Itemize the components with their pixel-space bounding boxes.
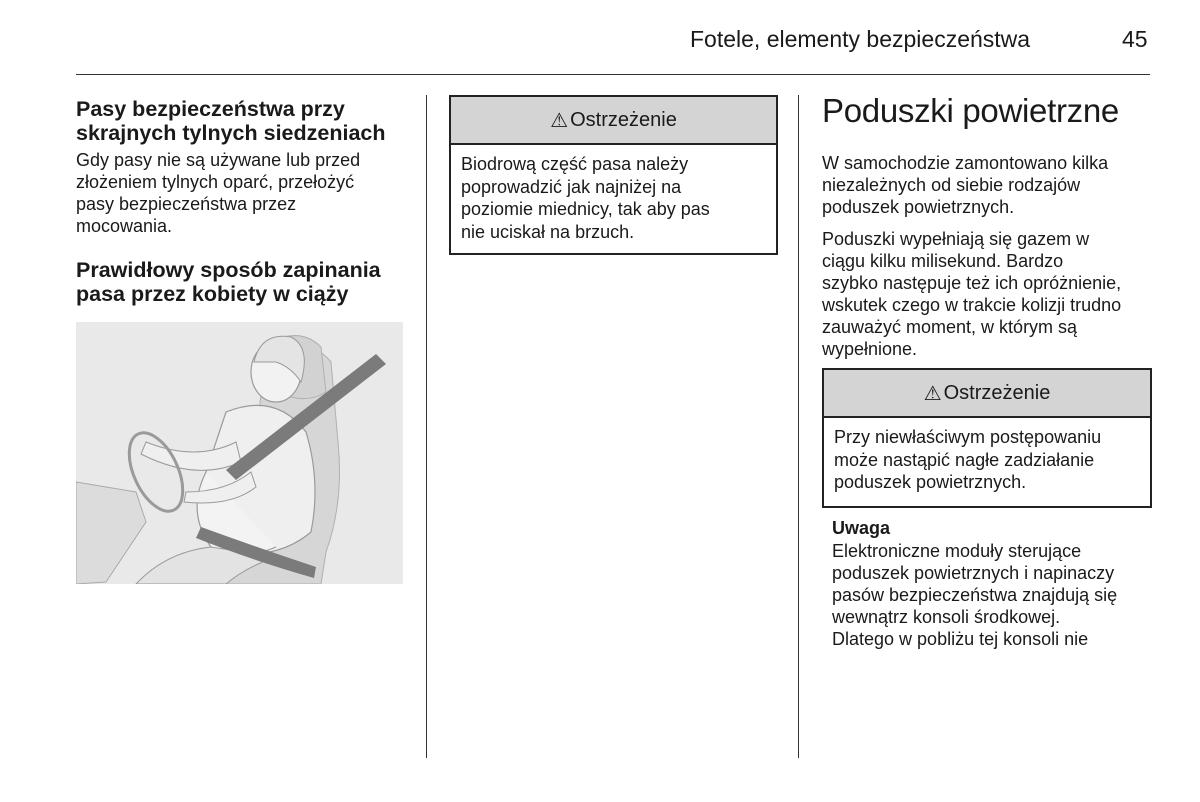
warning-text: Biodrową część pasa należy poprowadzić jak najniżej na poziomie miednicy, tak aby pas nie uciskał na brzuch.: [461, 154, 710, 242]
warning-header: [451, 97, 776, 145]
page-header-title: Fotele, elementy bezpieczeństwa: [690, 26, 1031, 52]
warning-box-airbags: [822, 368, 1152, 508]
section-heading-airbags: Poduszki powietrzne: [822, 92, 1119, 129]
section-heading-pregnant-belt: Prawidłowy sposób zapinania pasa przez kobiety w ciąży: [76, 258, 381, 306]
warning-title: Ostrzeżenie: [570, 108, 677, 131]
warning-text: Przy niewłaściwym postępowaniu może nastąpić nagłe zadziałanie poduszek powietrznych.: [834, 427, 1102, 492]
warning-title: Ostrzeżenie: [943, 381, 1051, 404]
section-heading-rear-belts: Pasy bezpieczeństwa przy skrajnych tylnych siedzeniach: [76, 97, 386, 145]
airbags-paragraph-2: Poduszki wypełniają się gazem w ciągu kilku milisekund. Bardzo szybko następuje też ich opróżnienie, wskutek czego w trakcie kolizji trudno zauważyć moment, w którym są wypełnione.: [822, 229, 1122, 359]
note-title: Uwaga: [832, 518, 891, 538]
airbags-paragraph-1: W samochodzie zamontowano kilka niezależnych od siebie rodzajów poduszek powietrznych.: [822, 153, 1109, 217]
note-paragraph: Elektroniczne moduły sterujące poduszek powietrznych i napinaczy pasów bezpieczeństwa znajdują się wewnątrz konsoli środkowej. Dlatego w pobliżu tej konsoli nie: [832, 541, 1118, 649]
column-divider-right: [798, 95, 799, 758]
warning-header: [824, 370, 1150, 418]
rear-belts-paragraph: Gdy pasy nie są używane lub przed złożeniem tylnych oparć, przełożyć pasy bezpieczeństwa przez mocowania.: [76, 150, 361, 236]
warning-triangle-icon: ⚠: [923, 382, 942, 405]
page-number: 45: [1122, 26, 1148, 52]
pregnant-woman-seatbelt-illustration: [76, 322, 403, 584]
header-divider: [76, 74, 1150, 75]
column-divider-left: [426, 95, 427, 758]
warning-box-lap-belt: [449, 95, 778, 255]
warning-triangle-icon: ⚠: [550, 109, 569, 132]
